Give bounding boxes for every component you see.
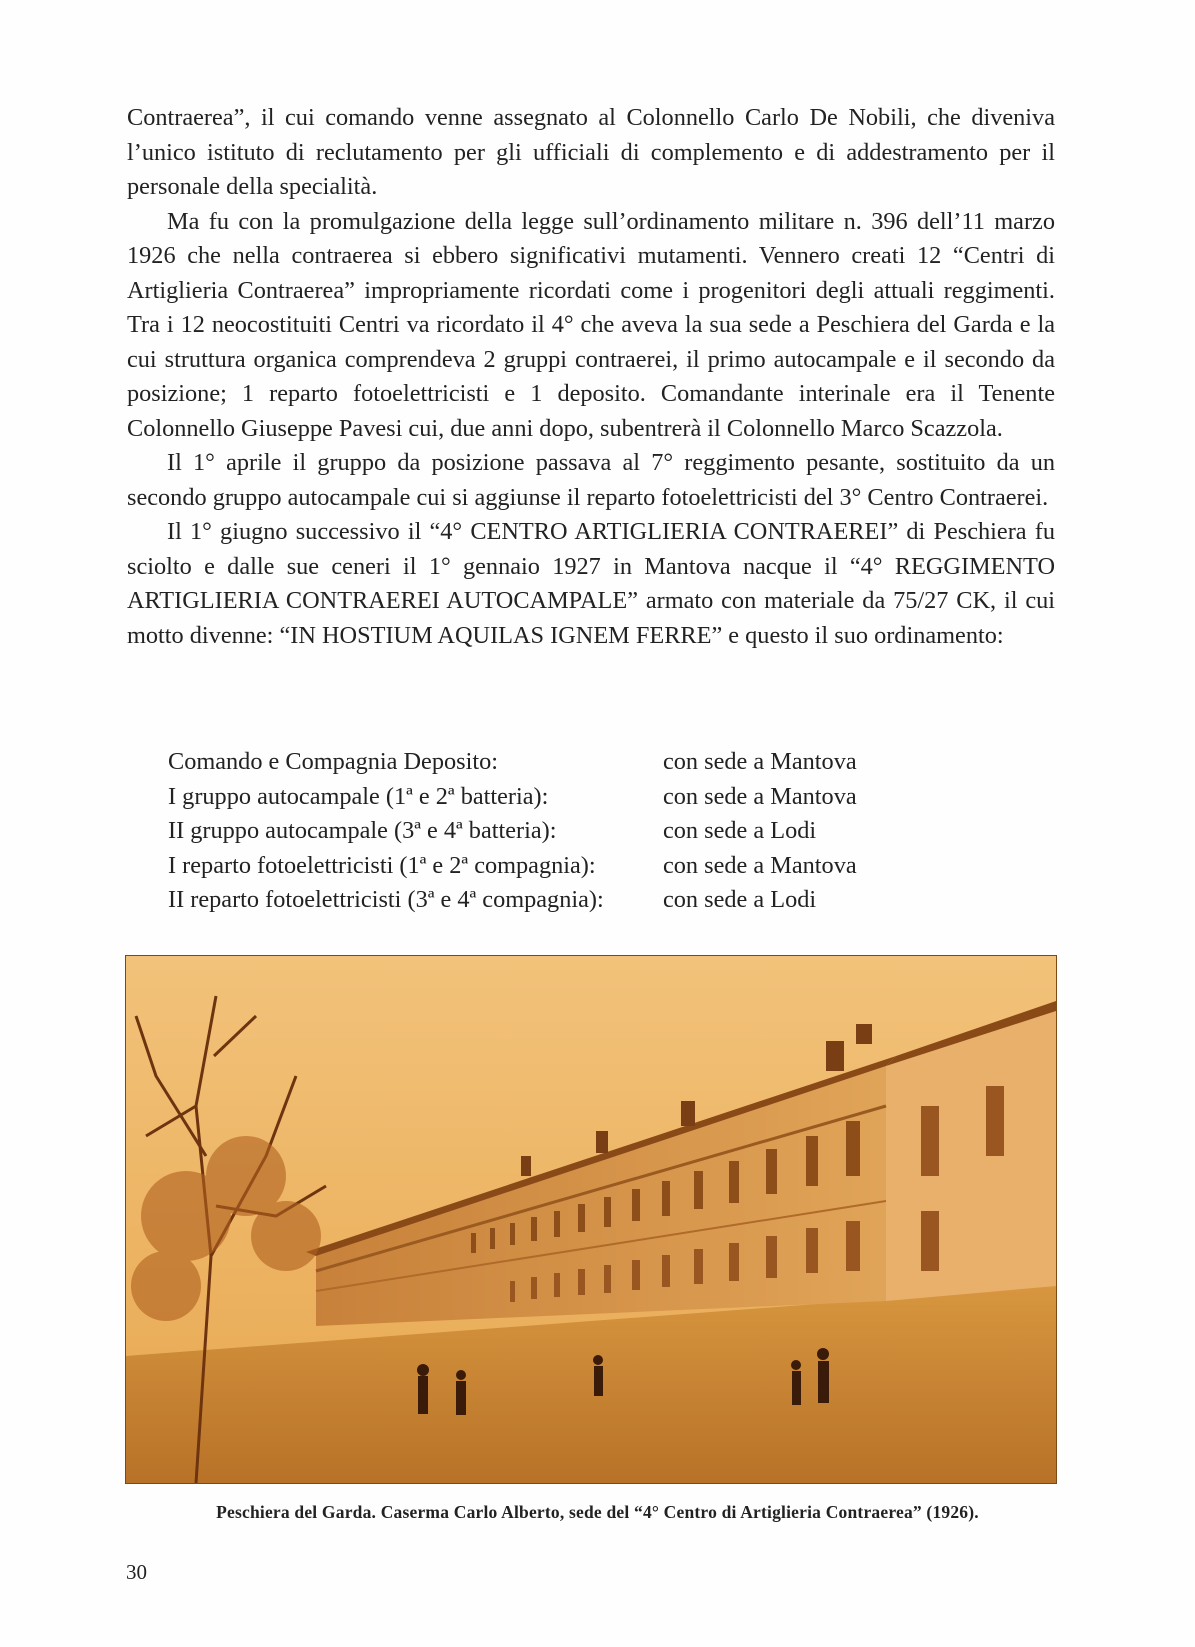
barracks-illustration [126, 956, 1056, 1483]
unit-seat: con sede a Mantova [663, 782, 857, 810]
unit-name: Comando e Compagnia Deposito: [168, 748, 498, 775]
photo-caption: Peschiera del Garda. Caserma Carlo Alberto, sede del “4° Centro di Artiglieria Contraerea” (1926). [216, 1502, 979, 1522]
unit-seat: con sede a Lodi [663, 817, 817, 844]
paragraph-2: Ma fu con la promulgazione della legge sull’ordinamento militare n. 396 dell’11 marzo 1926 che nella contraerea si ebbero significativi mutamenti. Vennero creati 12 “Centri di Artiglieria Contraerea” impropriamente ricordati come i progenitori degli attuali reggimenti. Tra i 12 neocostituiti Centri va ricordato il 4° che aveva la sua sede a Peschiera del Garda e la cui struttura organica comprendeva 2 gruppi contraerei, il primo autocampale e il secondo da posizione; 1 reparto fotoelettricisti e 1 deposito. Comandante interinale era il Tenente Colonnello Giuseppe Pavesi cui, due anni dopo, subentrerà il Colonnello Marco Scazzola. [127, 207, 1055, 442]
paragraph-3: Il 1° aprile il gruppo da posizione passava al 7° reggimento pesante, sostituito da un secondo gruppo autocampale cui si aggiunse il reparto fotoelettricisti del 3° Centro Contraerei. [127, 449, 1055, 511]
unit-name: II gruppo autocampale (3ª e 4ª batteria): [168, 817, 557, 844]
barracks-photo [125, 955, 1057, 1484]
unit-seat: con sede a Lodi [663, 886, 817, 913]
unit-name: II reparto fotoelettricisti (3ª e 4ª compagnia): [168, 886, 604, 913]
unit-seat: con sede a Mantova [663, 851, 857, 879]
paragraph-1: Contraerea”, il cui comando venne assegnato al Colonnello Carlo De Nobili, che diveniva l’unico istituto di reclutamento per gli ufficiali di complemento e di addestramento per il personale della specialità. [127, 104, 1055, 200]
page-number: 30 [126, 1560, 147, 1584]
unit-seat: con sede a Mantova [663, 748, 857, 775]
unit-name: I gruppo autocampale (1ª e 2ª batteria): [168, 782, 549, 810]
unit-name: I reparto fotoelettricisti (1ª e 2ª compagnia): [168, 851, 596, 879]
body-text [127, 101, 1055, 653]
paragraph-4: Il 1° giugno successivo il “4° CENTRO ARTIGLIERIA CONTRAEREI” di Peschiera fu sciolto e dalle sue ceneri il 1° gennaio 1927 in Mantova nacque il “4° REGGIMENTO ARTIGLIERIA CONTRAEREI AUTOCAMPALE” armato con materiale da 75/27 CK, il cui motto divenne: “IN HOSTIUM AQUILAS IGNEM FERRE” e questo il suo ordinamento: [127, 518, 1055, 649]
